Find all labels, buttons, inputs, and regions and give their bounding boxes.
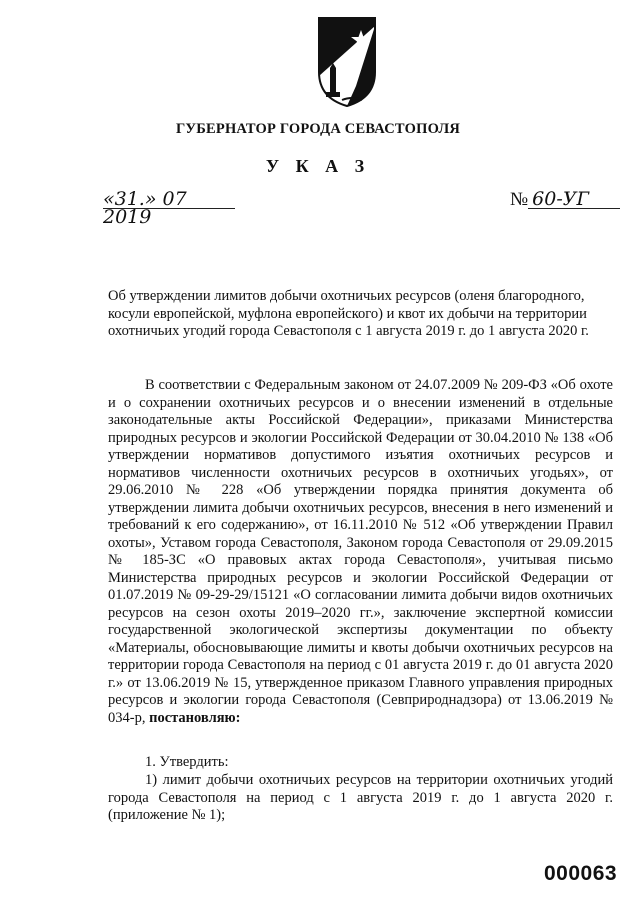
decree-date: «31.» 07 2019 [103,190,235,209]
decree-item-1-1: 1) лимит добычи охотничьих ресурсов на территории охотничьих угодий города Севастополя на период с 1 августа 2019 г. до 1 августа 2020 г. (приложение № 1); [108,772,613,823]
decree-title: Об утверждении лимитов добычи охотничьих ресурсов (оленя благородного, косули европейской, муфлона европейского) и квот их добычи на территории охотничьих угодий города Севастополя с 1 августа 2019 г. до 1 августа 2020 г. [108,288,589,339]
preamble-text: В соответствии с Федеральным законом от 24.07.2009 № 209-ФЗ «Об охоте и о сохранении охотничьих ресурсов и о внесении изменений в отдельные законодательные акты Российской Федерации», приказами Министерства природных ресурсов и экологии Российской Федерации от 30.04.2010 № 138 «Об утверждении нормативов допустимого изъятия охотничьих ресурсов и нормативов численности охотничьих ресурсов в охотничьих угодьях», от 29.06.2010 № 228 «Об утверждении порядка принятия документа об утверждении лимита добычи охотничьих ресурсов, внесения в него изменений и требований к его содержанию», от 16.11.2010 № 512 «Об утверждении Правил охоты», Уставом города Севастополя, Законом города Севастополя от 29.09.2015 № 185-ЗС «О правовых актах города Севастополя», учитывая письмо Министерства природных ресурсов и экологии Российской Федерации от 01.07.2019 № 09-29-29/15121 «О согласовании лимита добычи видов охотничьих ресурсов на сезон охоты 2019–2020 гг.», заключение экспертной комиссии государственной экологической экспертизы документации по объекту «Материалы, обосновывающие лимиты и квоты добычи охотничьих ресурсов на территории города Севастополя на период с 01 августа 2019 г. до 01 августа 2020 г.» от 13.06.2019 № 15, утвержденное приказом Главного управления природных ресурсов и экологии города Севастополя (Севприроднадзора) от 13.06.2019 № 034-р, [108,377,613,726]
decree-word: постановляю: [149,709,241,726]
document-type: У К А З [265,156,371,176]
decree-number-block [510,190,620,208]
number-sign: № [510,189,529,210]
decree-number: 60-УГ [528,190,620,209]
decree-item-1: 1. Утвердить: [145,754,229,770]
decree-preamble [108,377,613,727]
issuing-authority: ГУБЕРНАТОР ГОРОДА СЕВАСТОПОЛЯ [175,121,461,137]
page-serial-number: 000063 [544,862,618,885]
sevastopol-coat-of-arms-icon [316,16,378,108]
